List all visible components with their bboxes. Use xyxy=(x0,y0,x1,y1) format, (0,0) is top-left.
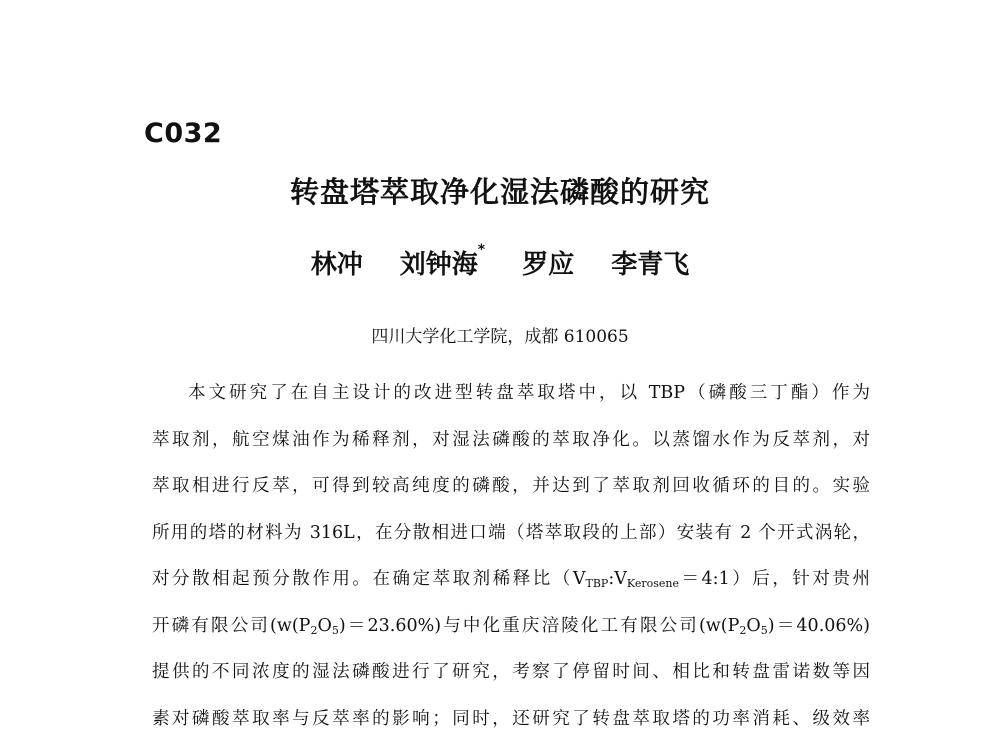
abstract-line-5: 对分散相起预分散作用。在确定萃取剂稀释比$(V_{TBP}:V_{Kerosene}=4:1)$后，针对贵州 xyxy=(152,564,870,611)
author-2: 刘钟海* xyxy=(400,244,485,281)
author-4: 李青飞 xyxy=(611,244,689,281)
corresponding-author-mark: * xyxy=(478,242,485,258)
abstract-line-8: 素对磷酸萃取率与反萃率的影响；同时，还研究了转盘萃取塔的功率消耗、级效率 xyxy=(152,704,870,750)
abstract-line-3: 萃取相进行反萃，可得到较高纯度的磷酸，并达到了萃取剂回收循环的目的。实验 xyxy=(152,471,870,518)
author-list xyxy=(0,244,1000,281)
author-3: 罗应 xyxy=(522,244,574,281)
abstract-line-6: 开磷有限公司$(w(P_2O_5)=23.60\%)$与中化重庆涪陵化工有限公司$(w(P_2O_5)=40.06\%)$ xyxy=(152,611,870,658)
abstract-line-2: 萃取剂，航空煤油作为稀释剂，对湿法磷酸的萃取净化。以蒸馏水作为反萃剂，对 xyxy=(152,425,870,472)
abstract-line-1: 本文研究了在自主设计的改进型转盘萃取塔中，以 TBP（磷酸三丁酯）作为 xyxy=(152,378,870,425)
paper-code: C032 xyxy=(144,118,222,149)
affiliation: 四川大学化工学院，成都 610065 xyxy=(0,322,1000,347)
paper-title: 转盘塔萃取净化湿法磷酸的研究 xyxy=(0,170,1000,211)
abstract-body xyxy=(152,378,870,750)
abstract-line-7: 提供的不同浓度的湿法磷酸进行了研究，考察了停留时间、相比和转盘雷诺数等因 xyxy=(152,657,870,704)
abstract-line-4: 所用的塔的材料为 316L，在分散相进口端（塔萃取段的上部）安装有 2 个开式涡轮， xyxy=(152,518,870,565)
author-1: 林冲 xyxy=(311,244,363,281)
